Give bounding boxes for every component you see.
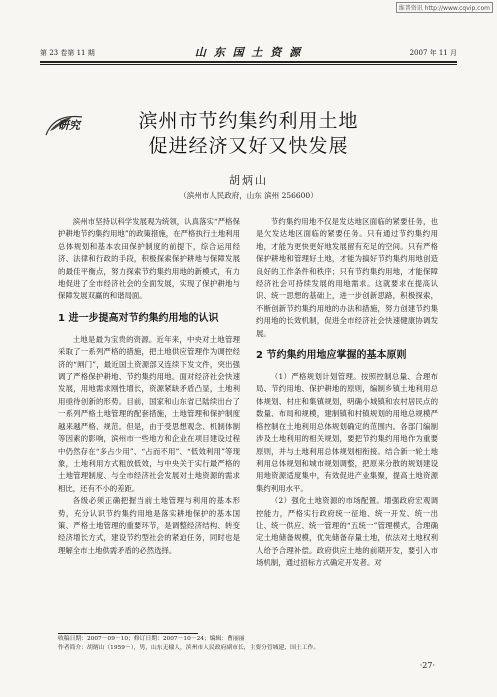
article-title-line-2: 促进经济又好又快发展 — [148, 135, 349, 157]
left-column — [58, 216, 240, 557]
volume-issue: 第 23 卷第 11 期 — [40, 49, 95, 57]
footnote-rule — [58, 633, 198, 634]
intro-paragraph: 滨州市坚持以科学发展观为统领，认真落实“严格保护耕地节约集约用地”的政策措施，在严格执行土地利用总体规划和基本农田保护制度的前提下，综合运用经济、法律和行政的手段，积极探索保护耕地与保障发展的最佳平衡点，努力探索节约集约用地的新模式，有力地促进了全市经济社会的全面发展，实现了保护耕地与保障发展双赢的和谐局面。 — [58, 217, 240, 301]
running-header — [40, 42, 457, 62]
footnote-received: 收稿日期：2007－09－10；修订日期：2007－10－24；编辑：曹丽丽 — [58, 636, 245, 642]
page-number: ·27· — [419, 661, 435, 670]
author-name: 胡炳山 — [229, 174, 268, 187]
section-2-heading: 2 节约集约用地应掌握的基本原则 — [256, 350, 407, 362]
right-paragraph-1: 节约集约用地不仅是发达地区面临的紧要任务，也是欠发达地区面临的紧要任务。只有通过节约集约用地，才能为更快更好地发展留有充足的空间。只有严格保护耕地和管理好土地，才能为搞好节约集约用地创造良好的工作条件和秩序；只有节约集约用地，才能保障经济社会可持续发展的用地需求。这就要求在提高认识、统一思想的基础上，进一步创新思路，积极探索，不断创新节约集约用地的办法和措施，努力创建节约集约用地的长效机制，促进全市经济社会快速健康协调发展。 — [256, 217, 438, 338]
header-rule — [40, 61, 457, 63]
footnote-author-intro: 作者简介：胡炳山（1959－），男，山东无棣人，滨州市人民政府副市长，主要分管城建、国土工作。 — [58, 645, 320, 651]
section-2-paragraph-1: （1）严格规划计划管理。按照控制总量、合理布局、节约用地、保护耕地的原则，编制乡镇土地利用总体规划、村庄和集镇规划，明确小城镇和农村居民点的数量、布局和规模，建制镇和村镇规划的用地总规模严格控制在土地利用总体规划确定的范围内。各部门编制涉及土地利用的相关规划，要把节约集约用地作为重要原则，并与土地利用总体规划相衔接。结合新一轮土地利用总体规划和城市规划调整，把原来分散的规划建设用地资源适度集中，有效促进产业集聚，提高土地资源集约利用水平。 — [256, 372, 438, 493]
section-tag-label: 研究 — [58, 119, 80, 132]
issue-date: 2007 年 11 月 — [409, 49, 457, 57]
watermark: 维普资讯 http://www.cqvip.com — [396, 2, 493, 13]
section-1-paragraph-1: 土地是最为宝贵的资源。近年来，中央对土地管理采取了一系列严格的措施，把土地供应管理作为调控经济的“闸门”，最近国土资源部又连续下发文件，突出强调了严格保护耕地、节约集约用地。面对经济社会快速发展，用地需求刚性增长，资源紧缺矛盾凸显，土地利用亟待创新的形势。目前，国家和山东省已陆续出台了一系列严格土地管理的配套措施，土地管理和保护制度越来越严格、规范。但是，由于受思想观念、机制体制等因素的影响，滨州市一些地方和企业在项目建设过程中仍然存在“多占少用”、“占而不用”、“低效利用”等现象，土地利用方式粗放低效，与中央关于实行最严格的土地管理制度、与全市经济社会发展对土地资源的需求相比，还有不小的差距。 — [58, 334, 240, 493]
right-column — [256, 216, 438, 570]
section-2-paragraph-2: （2）强化土地资源的市场配置。增强政府宏观调控能力，严格实行政府统一征地、统一开发、统一出让、统一供应、统一管理的“五统一”管理模式，合理确定土地储备规模，优先储备存量土地，依法对土地权利人给予合理补偿。政府供应土地的前期开发，要引入市场机制，通过招标方式确定开发者。对 — [256, 496, 438, 568]
journal-name: 山 东 国 土 资 源 — [194, 46, 303, 59]
section-1-paragraph-2: 各级必须正确把握当前土地管理与利用的基本形势，充分认识节约集约用地是落实耕地保护的基本国策、严格土地管理的重要环节，是调整经济结构、转变经济增长方式，建设节约型社会的紧迫任务，同时也是理解全市土地供需矛盾的必然选择。 — [58, 496, 240, 555]
author-affiliation: （滨州市人民政府，山东 滨州 256600） — [179, 191, 318, 200]
article-title-line-1: 滨州市节约集约利用土地 — [138, 110, 359, 132]
section-1-heading: 1 进一步提高对节约集约用地的认识 — [58, 312, 219, 324]
header-rule-thin — [40, 64, 457, 65]
